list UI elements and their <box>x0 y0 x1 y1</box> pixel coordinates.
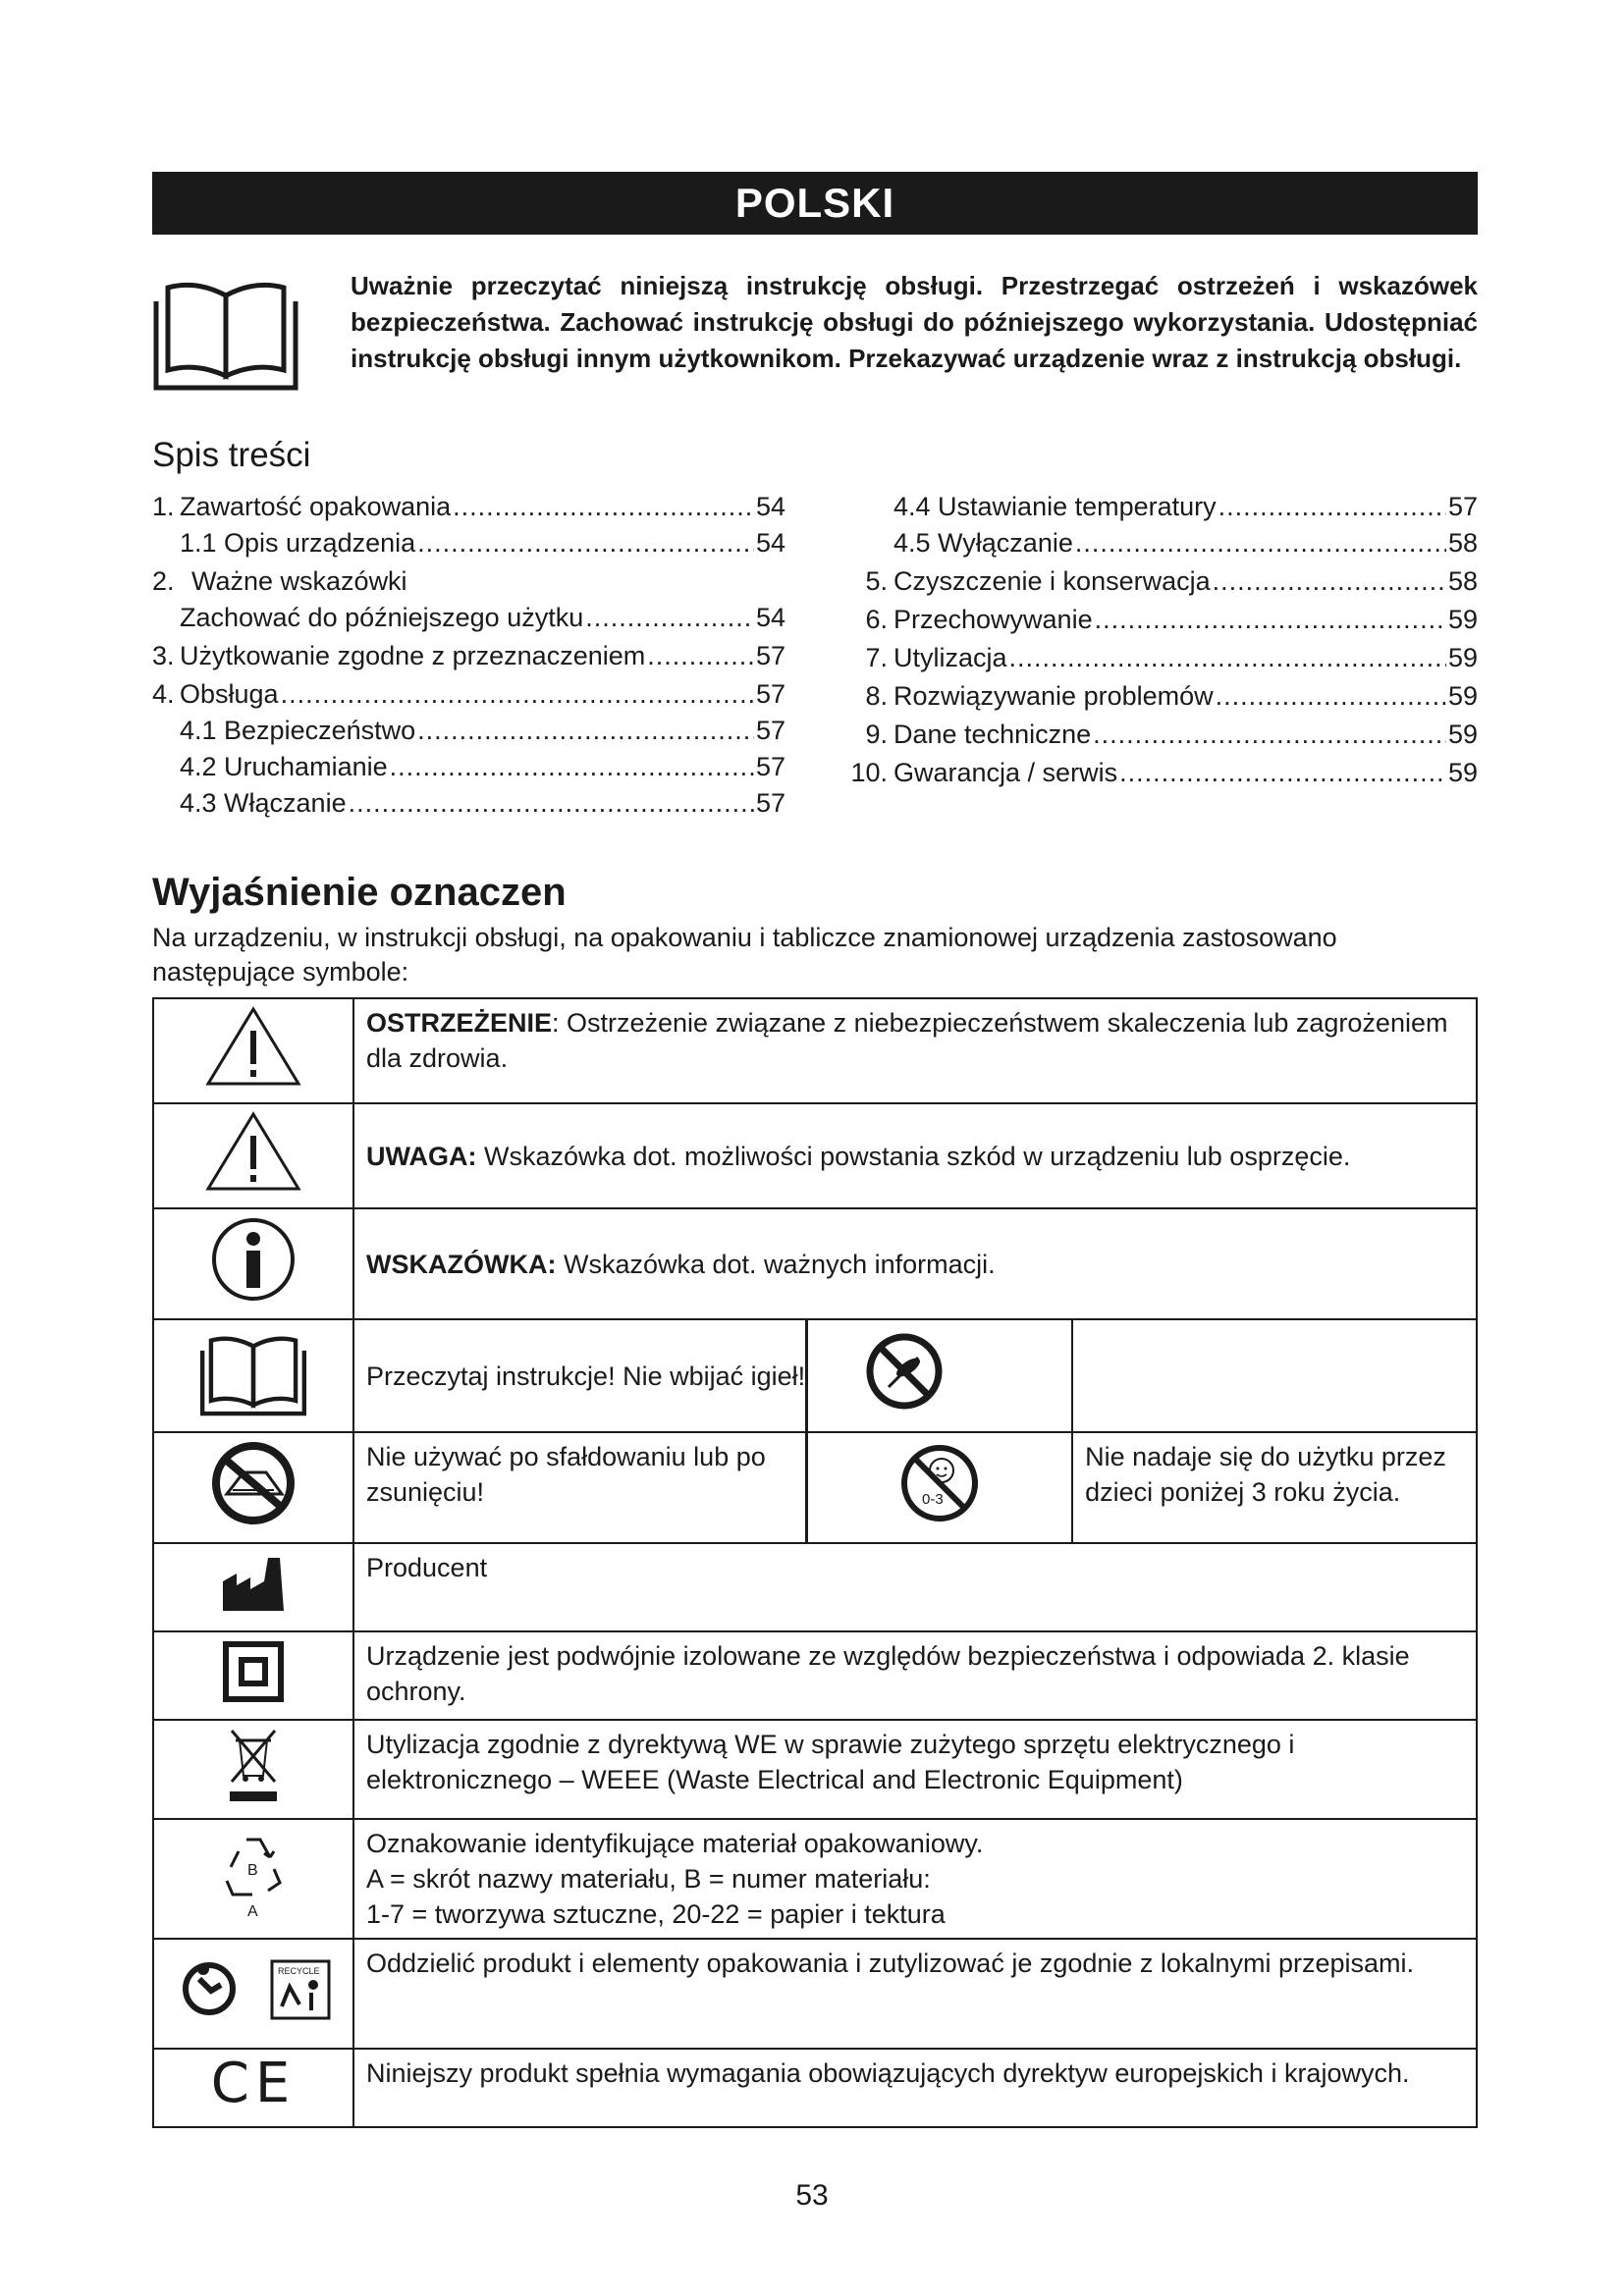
recycle-number-label: B <box>247 1861 258 1879</box>
symbols-intro: Na urządzeniu, w instrukcji obsługi, na opakowaniu i tabliczce znamionowej urządzenia zastosowano następujące symbole: <box>152 923 1337 987</box>
toc-entry[interactable]: 4.5 Wyłączanie ..... 58 <box>844 525 1478 561</box>
no-folding-icon <box>153 1432 353 1543</box>
age-badge-label: 0-3 <box>922 1491 944 1508</box>
table-row <box>153 1543 1477 1631</box>
ce-mark-icon <box>153 2049 353 2127</box>
table-row <box>153 998 1477 1103</box>
table-row <box>153 1720 1477 1819</box>
symbols-table <box>152 997 1478 2128</box>
separate-waste-text: Oddzielić produkt i elementy opakowania i zutylizować je zgodnie z lokalnymi przepisami. <box>366 1949 1415 1978</box>
material-line-2: A = skrót nazwy materiału, B = numer materiału: <box>366 1864 931 1894</box>
page-number: 53 <box>795 2179 829 2212</box>
table-row <box>153 1432 1477 1543</box>
table-row <box>153 1208 1477 1319</box>
toc-entry[interactable]: 10. Gwarancja / serwis ..... 59 <box>844 755 1478 791</box>
ce-text: Niniejszy produkt spełnia wymagania obowiązujących dyrektyw europejskich i krajowych. <box>366 2058 1410 2088</box>
toc-entry[interactable]: 4.1 Bezpieczeństwo ..... 57 <box>152 713 785 749</box>
double-insulation-text: Urządzenie jest podwójnie izolowane ze względów bezpieczeństwa i odpowiada 2. klasie ochrony. <box>366 1641 1410 1706</box>
toc-entry[interactable]: 4.3 Włączanie ..... 57 <box>152 785 785 822</box>
no-folding-text: Nie używać po sfałdowaniu lub po zsunięciu! <box>366 1442 766 1507</box>
recycling-icons-cell <box>153 1939 353 2049</box>
caution-triangle-icon <box>153 1103 353 1208</box>
table-row <box>153 1103 1477 1208</box>
warning-triangle-icon <box>153 998 353 1103</box>
weee-text: Utylizacja zgodnie z dyrektywą WE w sprawie zużytego sprzętu elektrycznego i elektronicznego – WEEE (Waste Electrical and Electronic Equipment) <box>366 1730 1295 1794</box>
symbols-title: Wyjaśnienie oznaczen <box>152 871 567 914</box>
page <box>152 172 1478 2128</box>
table-row <box>153 1319 1477 1432</box>
material-line-3: 1-7 = tworzywa sztuczne, 20-22 = papier i tektura <box>366 1899 946 1929</box>
toc-entry[interactable]: 1.1 Opis urządzenia ..... 54 <box>152 525 785 561</box>
manual-book-icon <box>152 268 349 397</box>
toc-title: Spis treści <box>152 436 311 474</box>
toc-entry[interactable]: 8. Rozwiązywanie problemów ..... 59 <box>844 678 1478 715</box>
toc-entry[interactable]: 3. Użytkowanie zgodne z przeznaczeniem ..... 57 <box>152 638 785 674</box>
caution-text: Wskazówka dot. możliwości powstania szkód w urządzeniu lub osprzęcie. <box>476 1141 1351 1171</box>
tidyman-recycle-icon <box>170 1955 337 2024</box>
toc-entry[interactable]: 4. Obsługa ..... 57 <box>152 676 785 713</box>
toc-entry[interactable]: 6. Przechowywanie ..... 59 <box>844 602 1478 638</box>
read-manual-icon <box>153 1319 353 1432</box>
table-row <box>153 1819 1477 1939</box>
table-row <box>153 1939 1477 2049</box>
read-instructions-text: Przeczytaj instrukcje! Nie wbijać igieł! <box>366 1361 806 1391</box>
weee-bin-icon <box>153 1720 353 1819</box>
info-icon <box>153 1208 353 1319</box>
toc-left-column <box>152 489 785 822</box>
hint-text: Wskazówka dot. ważnych informacji. <box>556 1249 996 1279</box>
toc-right-column <box>844 489 1478 822</box>
warning-label: OSTRZEŻENIE <box>366 1008 553 1038</box>
recycle-material-icon <box>153 1819 353 1939</box>
double-insulation-icon <box>153 1631 353 1720</box>
table-row <box>153 2049 1477 2127</box>
recycle-material-label: A <box>247 1902 258 1920</box>
producer-text: Producent <box>366 1553 488 1582</box>
ce-mark-label: CE <box>210 2051 297 2115</box>
intro-text: Uważnie przeczytać niniejszą instrukcję obsługi. Przestrzegać ostrzeżeń i wskazówek bezpieczeństwa. Zachować instrukcję obsługi do późniejszego wykorzystania. Udostępniać instrukcję obsługi innym użytkownikom. Przekazywać urządzenie wraz z instrukcją obsługi. <box>351 271 1478 373</box>
toc-entry[interactable]: Zachować do późniejszego użytku ..... 54 <box>152 600 785 636</box>
table-row <box>153 1631 1477 1720</box>
toc-entry[interactable]: 5. Czyszczenie i konserwacja ..... 58 <box>844 563 1478 600</box>
toc-entry[interactable]: 4.4 Ustawianie temperatury ..... 57 <box>844 489 1478 525</box>
no-needles-icon <box>807 1319 1073 1432</box>
toc-entry[interactable]: 9. Dane techniczne ..... 59 <box>844 717 1478 753</box>
warning-text: : Ostrzeżenie związane z niebezpieczeństwem skaleczenia lub zagrożeniem dla zdrowia. <box>366 1008 1448 1073</box>
toc-entry[interactable]: 1. Zawartość opakowania ..... 54 <box>152 489 785 525</box>
hint-label: WSKAZÓWKA: <box>366 1249 557 1279</box>
toc-entry[interactable]: 4.2 Uruchamianie ..... 57 <box>152 749 785 785</box>
toc-entry[interactable]: 2. Ważne wskazówki <box>152 566 407 596</box>
not-for-children-text: Nie nadaje się do użytku przez dzieci poniżej 3 roku życia. <box>1085 1442 1446 1507</box>
language-banner <box>152 172 1478 235</box>
not-for-children-icon <box>807 1432 1073 1543</box>
material-line-1: Oznakowanie identyfikujące materiał opakowaniowy. <box>366 1829 984 1858</box>
toc-entry[interactable]: 7. Utylizacja ..... 59 <box>844 640 1478 676</box>
table-of-contents <box>152 489 1478 822</box>
intro-block <box>152 268 1478 397</box>
caution-label: UWAGA: <box>366 1141 477 1171</box>
factory-icon <box>153 1543 353 1631</box>
language-title: POLSKI <box>734 180 895 226</box>
recycle-box-label: RECYCLE <box>278 1965 320 1976</box>
